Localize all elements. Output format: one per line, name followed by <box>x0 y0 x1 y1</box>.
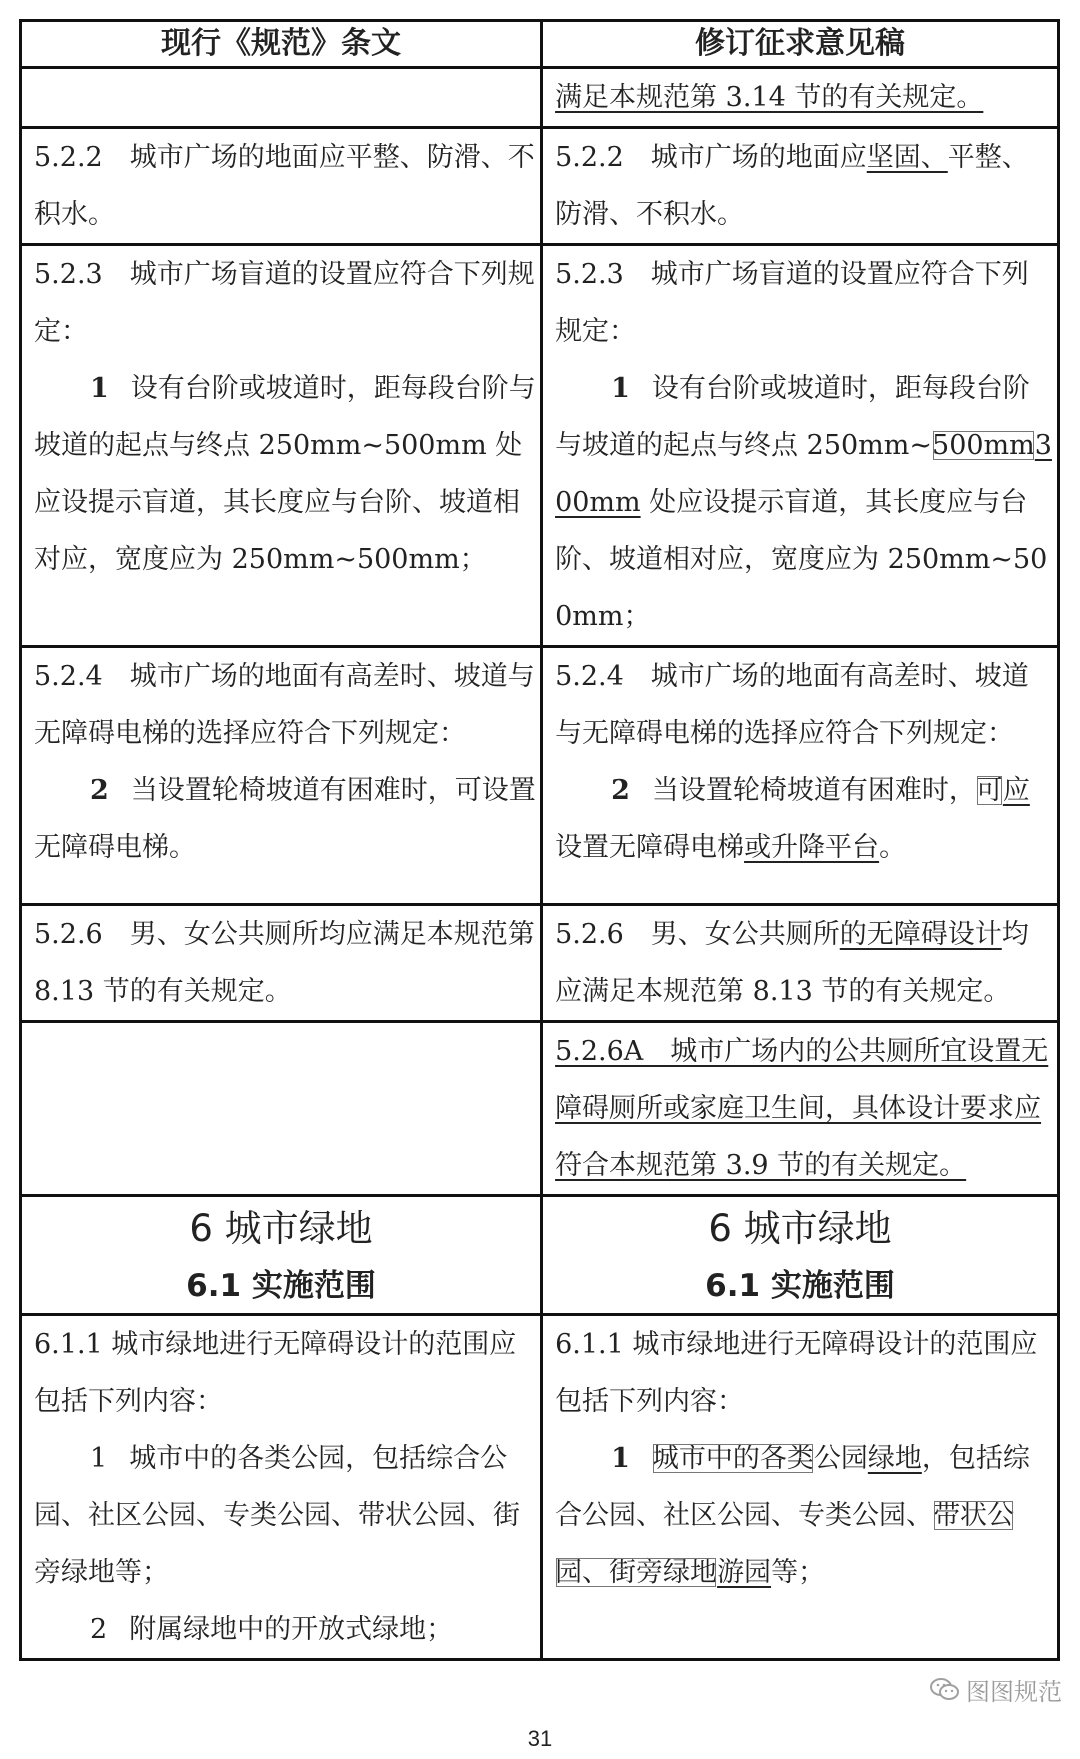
cell-right: 5.2.6 男、女公共厕所的无障碍设计均应满足本规范第 8.13 节的有关规定。 <box>542 905 1059 1022</box>
header-current: 现行《规范》条文 <box>21 21 542 68</box>
comparison-sheet <box>19 19 1060 1708</box>
item-number: 1 <box>611 373 630 404</box>
inserted-text: 的无障碍设计 <box>839 919 1002 950</box>
cell-left <box>21 68 542 128</box>
clause-title: 5.2.3 城市广场盲道的设置应符合下列规定： <box>555 259 1029 347</box>
watermark <box>930 1672 1062 1707</box>
table-row <box>21 68 1059 128</box>
clause-title: 5.2.3 城市广场盲道的设置应符合下列规定： <box>34 259 535 347</box>
cell-right <box>542 1022 1059 1196</box>
cell-right: 6.1.1 城市绿地进行无障碍设计的范围应包括下列内容： 1 城市中的各类公园绿地，包括综合公园、社区公园、专类公园、带状公园、街旁绿地游园等； <box>542 1315 1059 1660</box>
cell-right: 5.2.2 城市广场的地面应坚固、平整、防滑、不积水。 <box>542 128 1059 245</box>
deleted-text: 可 <box>975 775 1003 806</box>
item-text: 附属绿地中的开放式绿地； <box>129 1614 454 1645</box>
header-revised: 修订征求意见稿 <box>542 21 1059 68</box>
deleted-text: 城市中的各类 <box>651 1443 814 1474</box>
table-row <box>21 647 1059 905</box>
item-text: 当设置轮椅坡道有困难时，可设置无障碍电梯。 <box>34 775 536 863</box>
cell-right: 5.2.4 城市广场的地面有高差时、坡道与无障碍电梯的选择应符合下列规定： 2 当设置轮椅坡道有困难时，可应设置无障碍电梯或升降平台。 <box>542 647 1059 905</box>
table-row <box>21 245 1059 647</box>
wechat-icon <box>930 1677 960 1703</box>
inserted-text: 5.2.6A 城市广场内的公共厕所宜设置无障碍厕所或家庭卫生间，具体设计要求应符合本规范第 3.9 节的有关规定。 <box>555 1036 1049 1181</box>
section-title: 6.1 实施范围 <box>705 1268 895 1304</box>
inserted-text: 游园 <box>717 1557 772 1588</box>
cell-left <box>21 1022 542 1196</box>
item-number: 2 <box>90 1614 108 1645</box>
table-row <box>21 1315 1059 1660</box>
item-text: 城市中的各类公园，包括综合公园、社区公园、专类公园、带状公园、街旁绿地等； <box>34 1443 520 1588</box>
inserted-text: 或升降平台 <box>744 832 880 863</box>
chapter-title: 6 城市绿地 <box>189 1207 373 1250</box>
item-number: 1 <box>611 1443 630 1474</box>
cell-right: 5.2.3 城市广场盲道的设置应符合下列规定： 1 设有台阶或坡道时，距每段台阶与坡道的起点与终点 250mm~500mm300mm 处应设提示盲道，其长度应与台阶、坡道相对应，宽度应为 250mm~500mm； <box>542 245 1059 647</box>
deleted-text: 带状公园、街旁绿地 <box>555 1500 1015 1588</box>
table-row <box>21 905 1059 1022</box>
clause-title: 6.1.1 城市绿地进行无障碍设计的范围应包括下列内容： <box>555 1329 1038 1417</box>
cell-left: 5.2.2 城市广场的地面应平整、防滑、不积水。 <box>21 128 542 245</box>
comparison-table <box>19 19 1060 1661</box>
cell-left <box>21 647 542 905</box>
cell-right: 满足本规范第 3.14 节的有关规定。 <box>542 68 1059 128</box>
item-number: 2 <box>90 775 109 806</box>
cell-left <box>21 1315 542 1660</box>
chapter-title: 6 城市绿地 <box>708 1207 892 1250</box>
table-row <box>21 1022 1059 1196</box>
watermark-text: 图图规范 <box>966 1678 1062 1706</box>
page-number: 31 <box>527 1726 553 1751</box>
table-row <box>21 1196 1059 1315</box>
inserted-text: 300mm <box>555 430 1052 518</box>
cell-left: 5.2.6 男、女公共厕所均应满足本规范第 8.13 节的有关规定。 <box>21 905 542 1022</box>
inserted-text: 坚固、 <box>866 142 948 173</box>
item-number: 1 <box>90 1443 108 1474</box>
item-number: 2 <box>611 775 630 806</box>
inserted-text: 绿地 <box>867 1443 922 1474</box>
clause-title: 6.1.1 城市绿地进行无障碍设计的范围应包括下列内容： <box>34 1329 517 1417</box>
section-heading-left <box>21 1196 542 1315</box>
clause-title: 5.2.4 城市广场的地面有高差时、坡道与无障碍电梯的选择应符合下列规定： <box>555 661 1029 749</box>
item-number: 1 <box>90 373 109 404</box>
section-heading-right <box>542 1196 1059 1315</box>
item-text: 设有台阶或坡道时，距每段台阶与坡道的起点与终点 250mm~500mm 处应设提示盲道，其长度应与台阶、坡道相对应，宽度应为 250mm~500mm； <box>34 373 536 575</box>
inserted-text: 应 <box>1002 775 1030 806</box>
cell-left <box>21 245 542 647</box>
section-title: 6.1 实施范围 <box>186 1268 376 1304</box>
table-row <box>21 128 1059 245</box>
clause-title: 5.2.4 城市广场的地面有高差时、坡道与无障碍电梯的选择应符合下列规定： <box>34 661 535 749</box>
deleted-text: 500mm <box>932 430 1035 461</box>
